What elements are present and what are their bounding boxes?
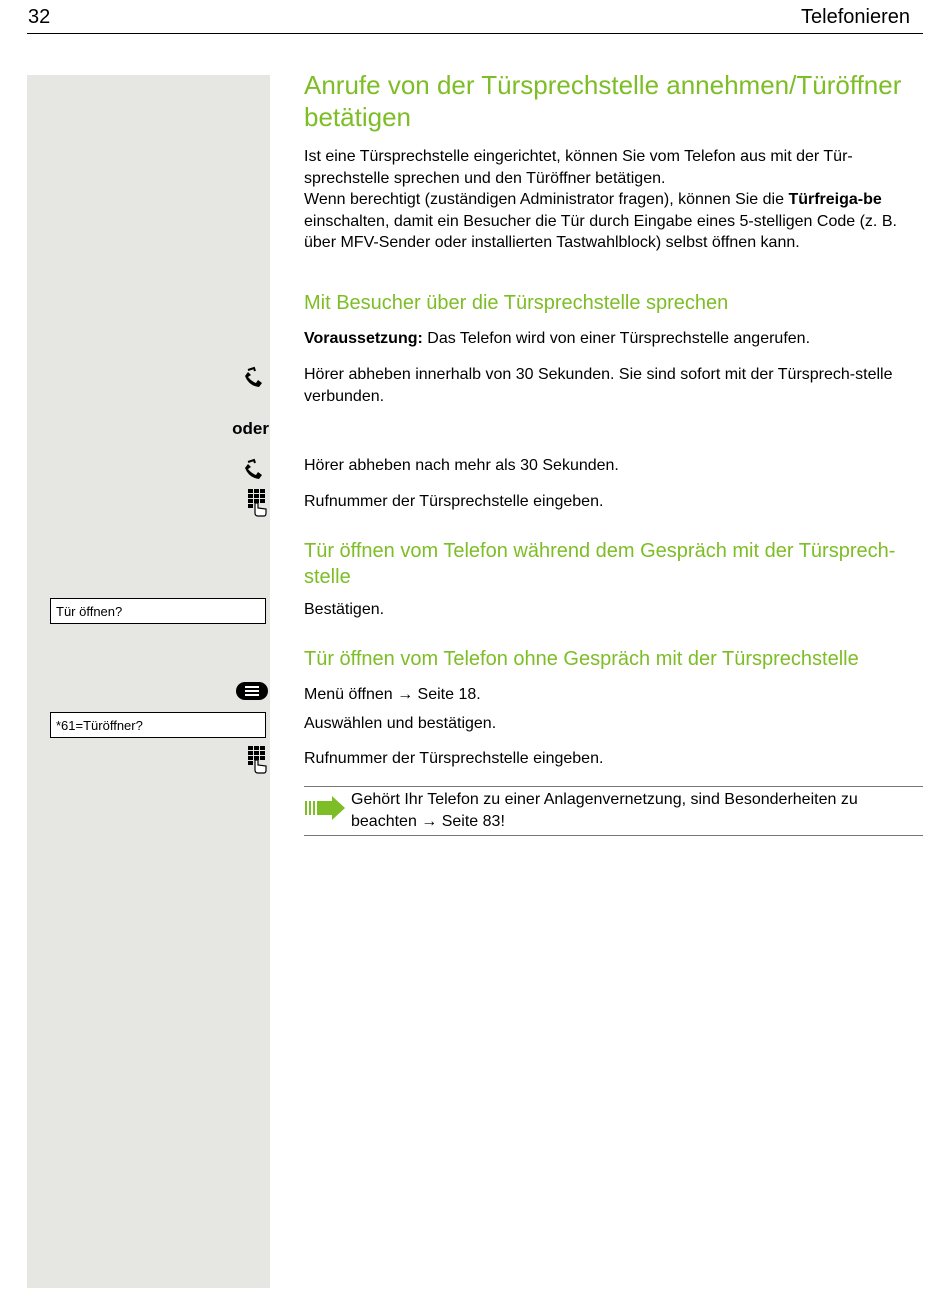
note-arrow-icon	[304, 795, 346, 821]
step-open-menu: Menü öffnen → Seite 18.	[304, 686, 481, 703]
page-title: Anrufe von der Türsprechstelle annehmen/Türöffner betätigen	[304, 70, 902, 132]
note-bottom-rule	[304, 835, 923, 836]
display-61-tueroeffner[interactable]: *61=Türöffner?	[50, 712, 266, 738]
prerequisite-text: Das Telefon wird von einer Türsprechstelle angerufen.	[422, 330, 811, 347]
step-pickup-within-30s: Hörer abheben innerhalb von 30 Sekunden. Sie sind sofort mit der Türsprech-stelle verbunden.	[304, 366, 893, 405]
step-select-confirm: Auswählen und bestätigen.	[304, 715, 497, 732]
prerequisite-label: Voraussetzung:	[304, 330, 423, 347]
page-number: 32	[28, 6, 51, 28]
step-confirm: Bestätigen.	[304, 601, 385, 618]
menu-key-icon	[234, 680, 270, 708]
step-enter-door-number: Rufnummer der Türsprechstelle eingeben.	[304, 493, 604, 510]
or-label: oder	[232, 419, 269, 438]
section-heading-talk: Mit Besucher über die Türsprechstelle sprechen	[304, 292, 729, 314]
section-title: Telefonieren	[801, 6, 910, 28]
handset-off-hook-icon	[234, 456, 270, 484]
section-heading-open-without-call: Tür öffnen vom Telefon ohne Gespräch mit der Türsprechstelle	[304, 648, 859, 670]
step-pickup-after-30s: Hörer abheben nach mehr als 30 Sekunden.	[304, 457, 619, 474]
intro-paragraph-2	[304, 189, 924, 254]
intro-p2-text-a: Wenn berechtigt (zuständigen Administrator fragen), können Sie die	[304, 191, 789, 208]
handset-off-hook-icon	[234, 364, 270, 392]
header-rule	[27, 33, 923, 34]
keypad-icon	[234, 744, 270, 772]
display-tuer-oeffnen[interactable]: Tür öffnen?	[50, 598, 266, 624]
note-top-rule	[304, 786, 923, 787]
prerequisite	[304, 328, 924, 350]
intro-paragraph-1: Ist eine Türsprechstelle eingerichtet, können Sie vom Telefon aus mit der Tür-sprechstelle sprechen und den Türöffner betätigen.	[304, 148, 853, 187]
section-heading-open-during-call: Tür öffnen vom Telefon während dem Gespräch mit der Türsprech-stelle	[304, 540, 896, 588]
keypad-icon	[234, 487, 270, 515]
intro-p2-bold: Türfreiga-be	[788, 191, 882, 208]
step-enter-door-number-2: Rufnummer der Türsprechstelle eingeben.	[304, 750, 604, 767]
intro-p2-text-b: einschalten, damit ein Besucher die Tür durch Eingabe eines 5-stelligen Code (z. B. über MFV-Sender oder installierten Tastwahlblock) selbst öffnen kann.	[304, 212, 897, 251]
note-text: Gehört Ihr Telefon zu einer Anlagenvernetzung, sind Besonderheiten zu beachten → Seite 83!	[351, 791, 858, 830]
